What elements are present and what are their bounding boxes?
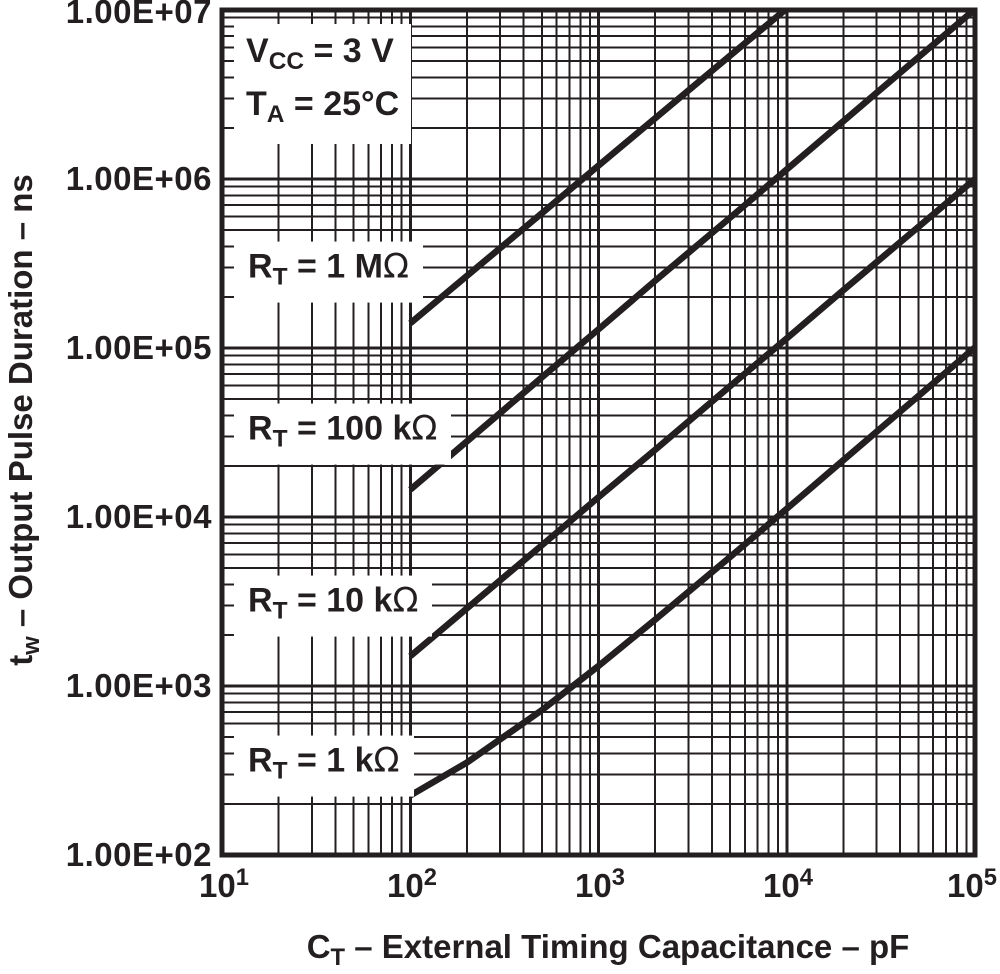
- x-tick-exponent: 1: [235, 864, 249, 891]
- x-tick-exponent: 3: [611, 864, 625, 891]
- x-tick-base: 10: [387, 866, 424, 904]
- test-conditions-annotation: [234, 24, 411, 144]
- x-tick-base: 10: [575, 866, 612, 904]
- curve-label-1mohm: $R_T = 1$ MΩ: [234, 242, 423, 303]
- y-tick-label: 1.00E+04: [65, 498, 212, 535]
- x-tick-base: 10: [763, 866, 800, 904]
- y-axis-title: $t_w$ – Output Pulse Duration – ns: [2, 174, 45, 666]
- y-tick-label: 1.00E+05: [65, 329, 212, 366]
- x-tick-label: [763, 864, 813, 905]
- x-tick-label: [947, 864, 997, 905]
- omega-symbol: Ω: [392, 580, 419, 621]
- omega-symbol: Ω: [382, 246, 409, 287]
- curve-label-1kohm: $R_T = 1$ kΩ: [234, 736, 414, 797]
- omega-symbol: Ω: [411, 408, 438, 449]
- x-axis-title: $C_T$ – External Timing Capacitance – pF: [306, 928, 910, 971]
- x-tick-exponent: 4: [799, 864, 813, 891]
- x-tick-base: 10: [947, 866, 984, 904]
- omega-symbol: Ω: [373, 740, 400, 781]
- y-tick-label: 1.00E+06: [65, 160, 212, 197]
- x-tick-label: [199, 864, 249, 905]
- condition-vcc: $V_{CC} = 3$ V: [246, 32, 394, 75]
- y-tick-label: 1.00E+02: [65, 836, 212, 873]
- x-tick-label: [575, 864, 625, 905]
- x-tick-base: 10: [199, 866, 236, 904]
- condition-ta: $T_A = 25^\circ C$: [246, 84, 400, 128]
- x-tick-exponent: 5: [983, 864, 997, 891]
- curve-label-100kohm: $R_T = 100$ kΩ: [234, 404, 451, 465]
- curve-label-10kohm: $R_T = 10$ kΩ: [234, 576, 432, 637]
- x-tick-exponent: 2: [423, 864, 437, 891]
- y-tick-label: 1.00E+07: [65, 0, 212, 30]
- x-tick-label: [387, 864, 437, 905]
- y-tick-label: 1.00E+03: [65, 667, 212, 704]
